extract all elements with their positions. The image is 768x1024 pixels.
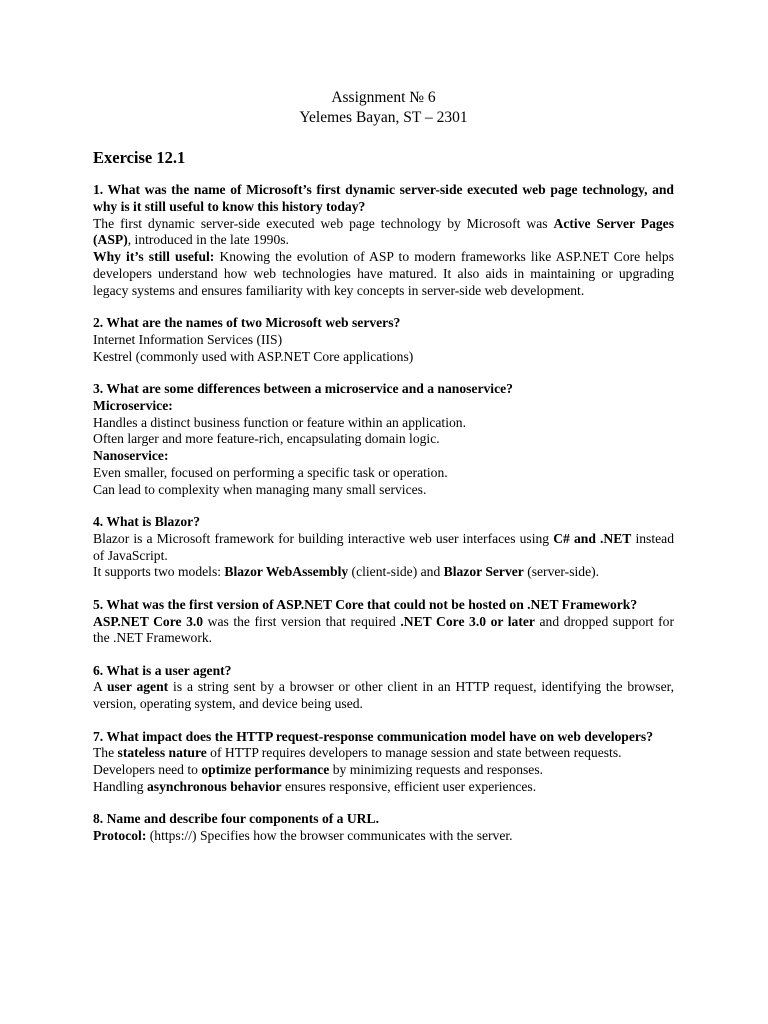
question-5-text: 5. What was the first version of ASP.NET Core that could not be hosted on .NET Framework? bbox=[93, 596, 638, 612]
answer-text: The first dynamic server-side executed web page technology by Microsoft was bbox=[93, 215, 554, 231]
answer-text: It supports two models: bbox=[93, 564, 225, 580]
document-header bbox=[93, 88, 674, 128]
question-7-text: 7. What impact does the HTTP request-response communication model have on web developers? bbox=[93, 728, 653, 744]
answer-emphasis: C# and .NET bbox=[553, 530, 632, 546]
answer-text: (server-side). bbox=[523, 564, 600, 580]
answer-text: is a string sent by a browser or other client in an HTTP request, identifying the browser, version, operating system, and device being used. bbox=[93, 679, 674, 712]
answer-emphasis: Blazor WebAssembly bbox=[224, 564, 349, 580]
answer-text: was the first version that required bbox=[203, 613, 401, 629]
nanoservice-label: Nanoservice: bbox=[93, 448, 169, 464]
answer-emphasis: user agent bbox=[106, 679, 169, 695]
question-3-block bbox=[93, 381, 674, 499]
question-5-block bbox=[93, 597, 674, 647]
answer-text: Developers need to bbox=[93, 762, 202, 778]
answer-text: The bbox=[93, 745, 118, 761]
question-7-block bbox=[93, 729, 674, 796]
question-3-text: 3. What are some differences between a microservice and a nanoservice? bbox=[93, 380, 513, 396]
question-1-block bbox=[93, 182, 674, 300]
answer-4-paragraph-1 bbox=[93, 531, 674, 565]
question-2-text: 2. What are the names of two Microsoft web servers? bbox=[93, 315, 401, 331]
answer-text: Blazor is a Microsoft framework for building interactive web user interfaces using bbox=[93, 530, 554, 546]
answer-emphasis: optimize performance bbox=[201, 762, 330, 778]
answer-3-line: Even smaller, focused on performing a specific task or operation. bbox=[93, 464, 448, 480]
answer-text: (https://) Specifies how the browser communicates with the server. bbox=[146, 828, 513, 843]
answer-text: A bbox=[93, 679, 107, 695]
answer-text: (client-side) and bbox=[348, 564, 444, 580]
answer-emphasis: .NET Core 3.0 or later bbox=[400, 613, 535, 629]
answer-text: of HTTP requires developers to manage session and state between requests. bbox=[206, 745, 622, 761]
answer-text: ensures responsive, efficient user experiences. bbox=[281, 778, 537, 794]
answer-7-paragraph-2 bbox=[93, 762, 674, 779]
answer-7-paragraph-3 bbox=[93, 779, 674, 796]
microservice-label: Microservice: bbox=[93, 397, 173, 413]
question-2-block bbox=[93, 315, 674, 365]
exercise-heading: Exercise 12.1 bbox=[93, 148, 186, 167]
answer-text: Handling bbox=[93, 778, 147, 794]
answer-emphasis: ASP.NET Core 3.0 bbox=[93, 613, 204, 629]
answer-7-paragraph-1 bbox=[93, 745, 674, 762]
answer-5-paragraph bbox=[93, 614, 674, 648]
answer-text: , introduced in the late 1990s. bbox=[127, 232, 289, 248]
question-4-text: 4. What is Blazor? bbox=[93, 514, 200, 530]
answer-2-line: Kestrel (commonly used with ASP.NET Core applications) bbox=[93, 348, 414, 364]
answer-3-line: Handles a distinct business function or feature within an application. bbox=[93, 414, 466, 430]
answer-text: instead of JavaScript. bbox=[93, 530, 674, 563]
assignment-title: Assignment № 6 bbox=[331, 89, 436, 106]
answer-emphasis: asynchronous behavior bbox=[147, 778, 282, 794]
answer-emphasis: stateless nature bbox=[117, 745, 207, 761]
answer-3-line: Can lead to complexity when managing many small services. bbox=[93, 481, 427, 497]
answer-emphasis: Blazor Server bbox=[443, 564, 524, 580]
answer-text: by minimizing requests and responses. bbox=[329, 762, 544, 778]
question-6-text: 6. What is a user agent? bbox=[93, 662, 232, 678]
answer-1-paragraph-1 bbox=[93, 216, 674, 250]
answer-1-paragraph-2 bbox=[93, 249, 674, 299]
question-1-text: 1. What was the name of Microsoft’s first dynamic server-side executed web page technology, and why is it still useful to know this history today? bbox=[93, 182, 674, 214]
question-4-block bbox=[93, 514, 674, 581]
answer-text: Knowing the evolution of ASP to modern frameworks like ASP.NET Core helps developers understand how web technologies have matured. It also aids in maintaining or upgrading legacy systems and ensures familiarity with key concepts in server-side web development. bbox=[93, 249, 674, 298]
answer-2-line: Internet Information Services (IIS) bbox=[93, 331, 283, 347]
answer-emphasis: Active Server Pages (ASP) bbox=[93, 215, 674, 248]
question-8-text: 8. Name and describe four components of a URL. bbox=[93, 811, 379, 827]
answer-6-paragraph bbox=[93, 679, 674, 713]
answer-emphasis: Protocol: bbox=[93, 828, 147, 843]
answer-3-line: Often larger and more feature-rich, encapsulating domain logic. bbox=[93, 431, 440, 447]
author-line: Yelemes Bayan, ST – 2301 bbox=[299, 109, 468, 126]
answer-8-paragraph bbox=[93, 828, 674, 845]
answer-4-paragraph-2 bbox=[93, 564, 674, 581]
answer-emphasis: Why it’s still useful: bbox=[93, 249, 215, 265]
question-6-block bbox=[93, 663, 674, 713]
answer-text: and dropped support for the .NET Framework. bbox=[93, 613, 674, 646]
question-8-block bbox=[93, 811, 674, 845]
